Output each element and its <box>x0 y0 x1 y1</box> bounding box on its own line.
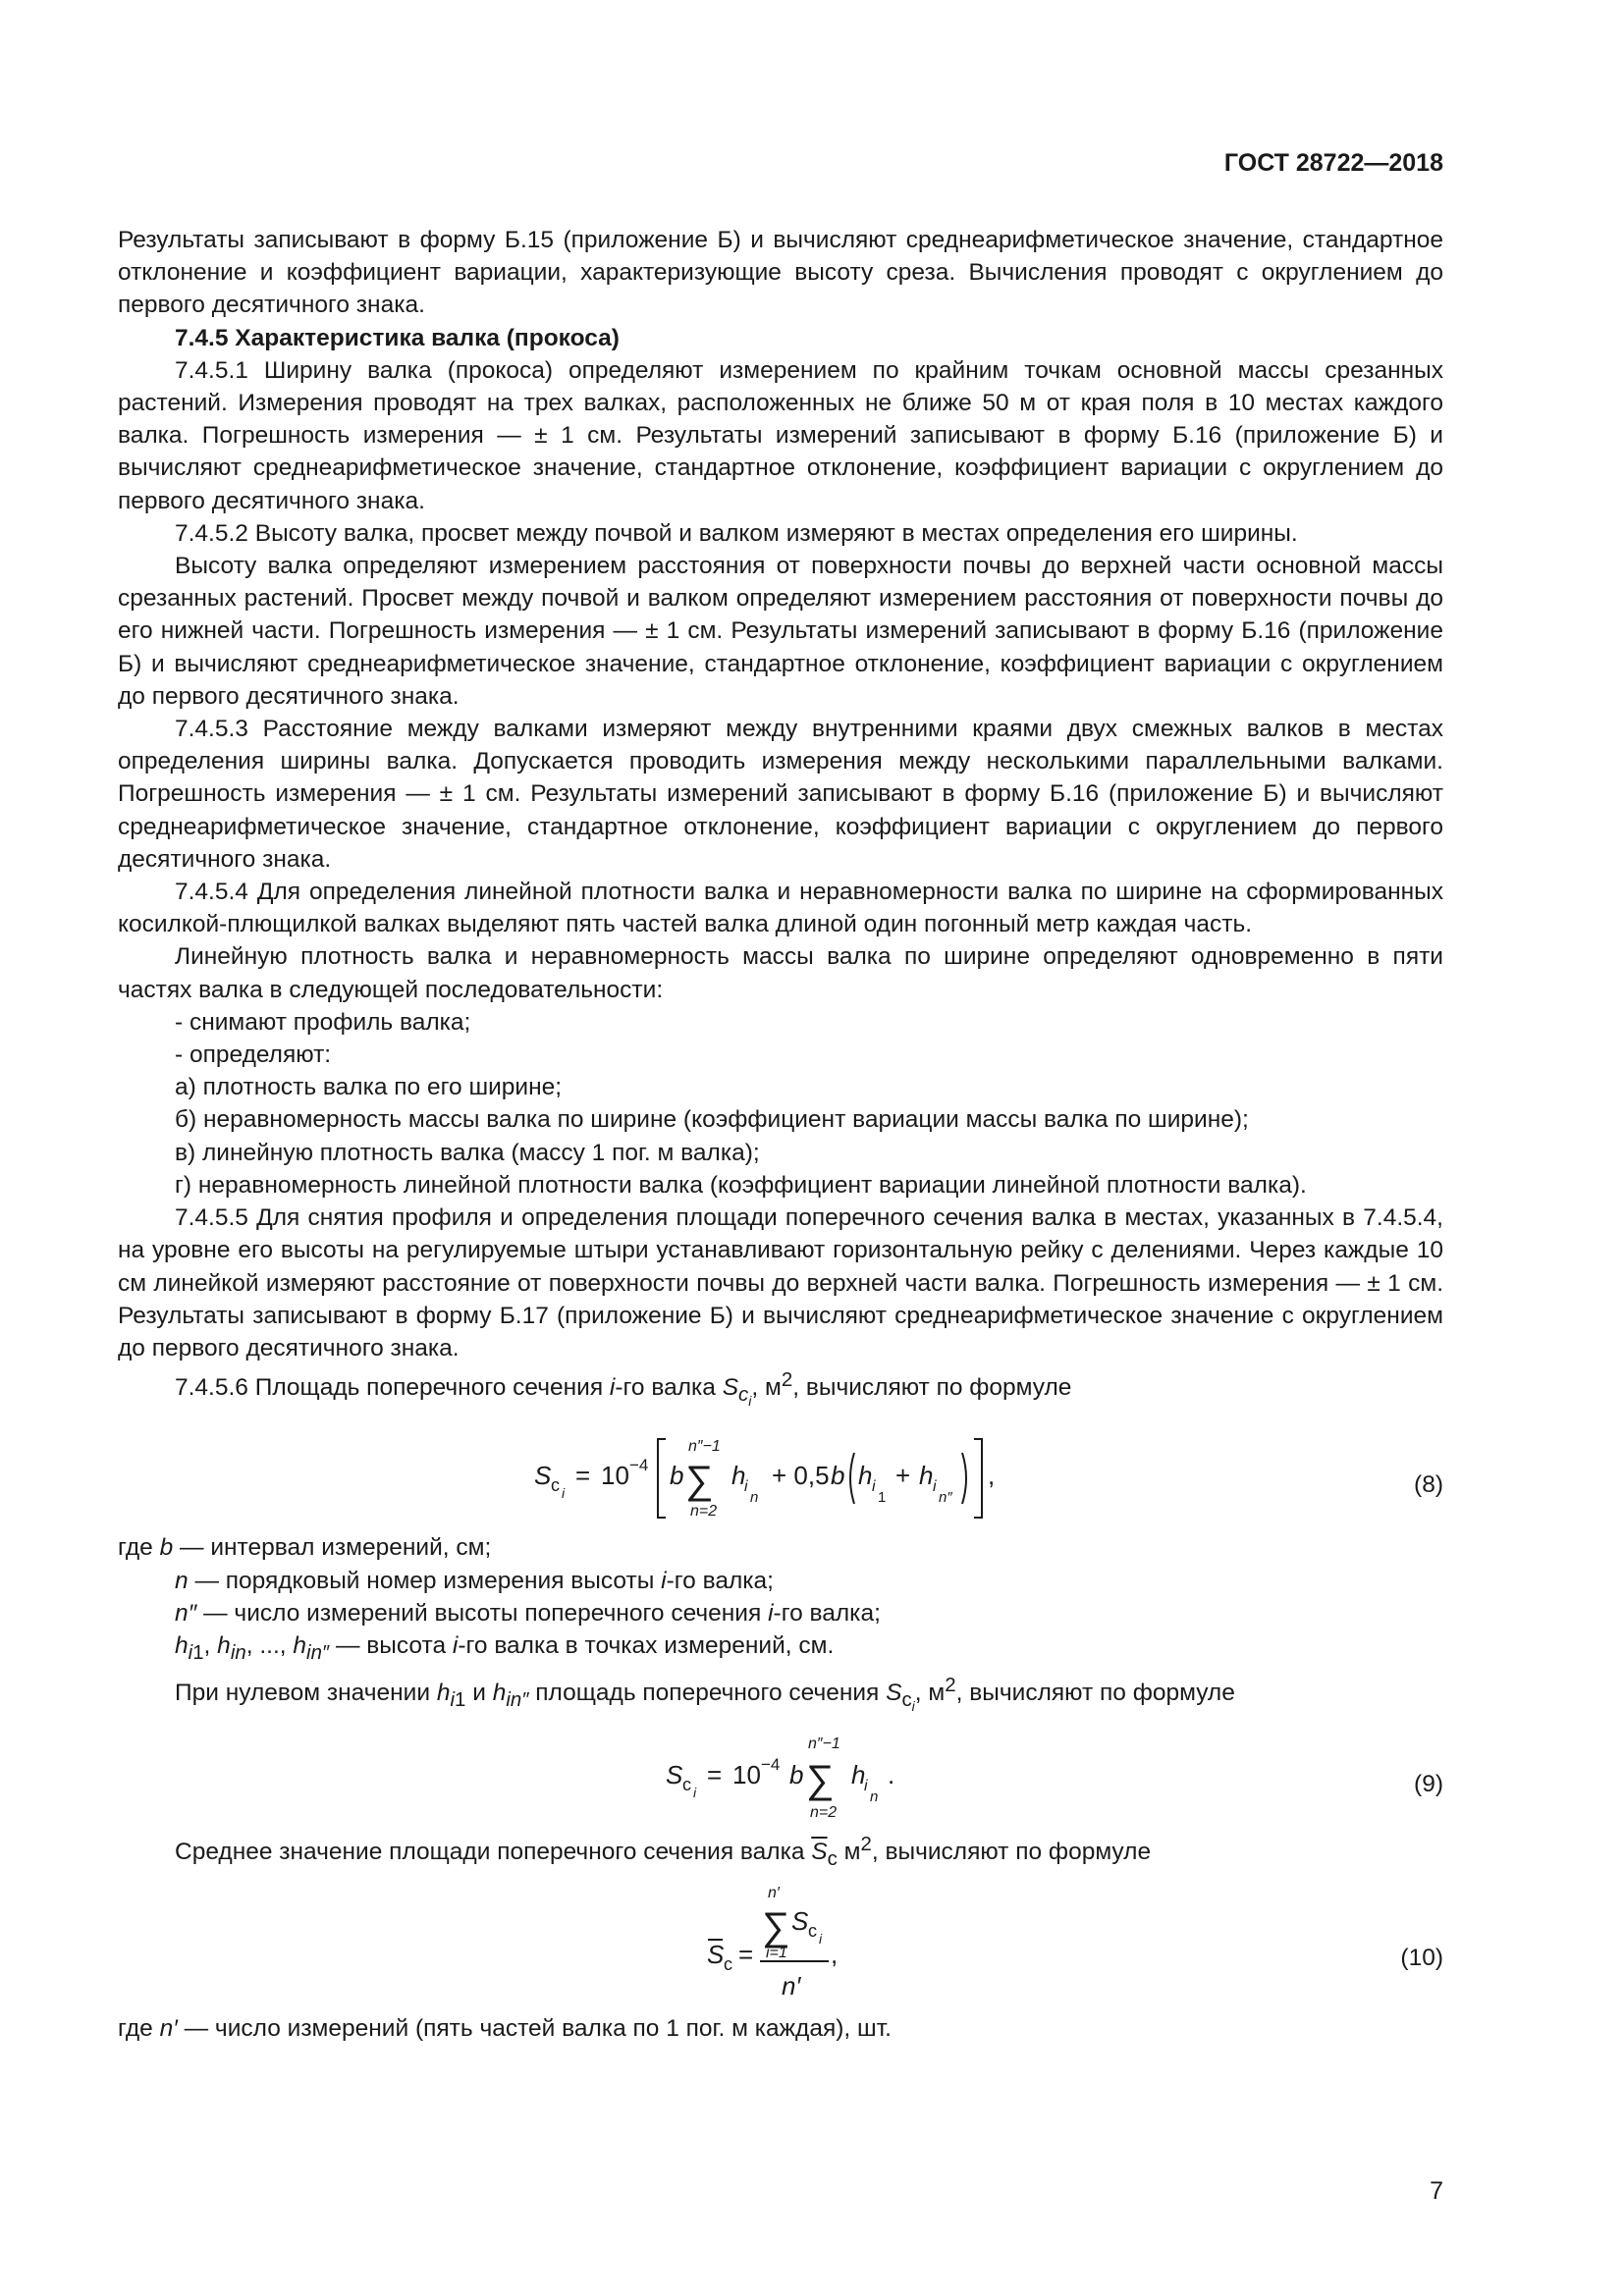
paragraph-7-4-5-5: 7.4.5.5 Для снятия профиля и определения площади поперечного сечения валка в местах, указанных в 7.4.5.4, на уровне его высоты на регулируемые штыри устанавливают горизонтальную рейку с делениями. Через каждые 10 см линейкой измеряют расстояние от поверхности почвы до верхней части валка. Погрешность измерения — ± 1 см. Результаты записывают в форму Б.17 (приложение Б) и вычисляют среднеарифметическое значение с округлением до первого десятичного знака. <box>118 1204 1443 1362</box>
f10-S: S <box>707 1939 725 1969</box>
where-n-line: n — порядковый номер измерения высоты i-го валка; <box>175 1567 774 1594</box>
where-b-line: где b — интервал измерений, см; <box>118 1534 492 1562</box>
f9-sigma: ∑ <box>806 1758 835 1802</box>
f9-sub-i: i <box>693 1785 697 1801</box>
f8-eq: = <box>575 1461 591 1491</box>
document-header: ГОСТ 28722—2018 <box>1223 149 1443 177</box>
where-h-line: $h_{i1}$, $h_{in}$, ..., $h_{in''}$ — высота i-го валка в точках измерений, см. <box>175 1632 835 1664</box>
f10-lower: i=1 <box>766 1944 787 1961</box>
formula-number-9: (9) <box>1414 1771 1443 1798</box>
f10-eq: = <box>738 1939 754 1969</box>
formula-8 <box>118 1431 1443 1522</box>
f10-upper: n′ <box>768 1884 780 1901</box>
formula-10-graphic <box>118 1881 1443 2008</box>
f8-plus-coef: + 0,5 <box>772 1461 830 1491</box>
f8-ten: 10 <box>601 1461 629 1491</box>
f9-lower: n=2 <box>810 1804 838 1822</box>
f9-exp: −4 <box>761 1755 781 1775</box>
f8-S: S <box>534 1461 552 1491</box>
formula-number-10: (10) <box>1400 1944 1443 1971</box>
list-item: г) неравномерность линейной плотности валка (коэффициент вариации линейной плотности валка). <box>175 1171 1307 1199</box>
paragraph-results-b15: Результаты записывают в форму Б.15 (приложение Б) и вычисляют среднеарифметическое значение, стандартное отклонение и коэффициент вариации, характеризующие высоту среза. Вычисления проводят с округлением до первого десятичного знака. <box>118 227 1443 319</box>
f10-num-sub-c: c <box>808 1920 817 1941</box>
paragraph-7-4-5-1: 7.4.5.1 Ширину валка (прокоса) определяют измерением по крайним точкам основной массы срезанных растений. Измерения проводят на трех валках, расположенных не ближе 50 м от края поля в 10 местах каждого валка. Погрешность измерения — ± 1 см. Результаты измерений записывают в форму Б.16 (приложение Б) и вычисляют среднеарифметическое значение, стандартное отклонение, коэффициент вариации с округлением до первого десятичного знака. <box>118 356 1443 514</box>
zero-value-line: При нулевом значении $h_{i1}$ и $h_{in''}$ площадь поперечного сечения $S_{c_i}$, $м^2$, вычисляют по формуле <box>175 1675 1235 1715</box>
f8-b2: b <box>831 1461 845 1491</box>
f8-h: h <box>731 1461 746 1491</box>
f8-h1-sub-i: i <box>872 1478 876 1496</box>
list-item: б) неравномерность массы валка по ширине (коэффициент вариации массы валка по ширине); <box>175 1106 1249 1134</box>
list-item: а) плотность валка по его ширине; <box>175 1074 563 1101</box>
f9-b: b <box>789 1760 804 1790</box>
f8-left-bracket <box>658 1439 666 1518</box>
list-item: - снимают профиль валка; <box>175 1008 471 1036</box>
f10-comma: , <box>831 1939 839 1969</box>
f8-comma: , <box>988 1461 996 1491</box>
paragraph-7-4-5-6: 7.4.5.6 Площадь поперечного сечения i-го валка $S_{c_i}$, $м^2$, вычисляют по формуле <box>175 1369 1072 1410</box>
where-nprime-line: где n′ — число измерений (пять частей валка по 1 пог. м каждая), шт. <box>118 2014 892 2042</box>
f9-S: S <box>666 1760 683 1790</box>
formula-9 <box>118 1729 1443 1823</box>
f9-sub-c: c <box>682 1775 691 1795</box>
f8-right-bracket <box>974 1439 982 1518</box>
paragraph-7-4-5-3: 7.4.5.3 Расстояние между валками измеряют между внутренними краями двух смежных валков в местах определения ширины валка. Допускается проводить измерения между несколькими параллельными валками. Погрешность измерения — ± 1 см. Результаты измерений записывают в форму Б.16 (приложение Б) и вычисляют среднеарифметическое значение, стандартное отклонение, коэффициент вариации с округлением до первого десятичного знака. <box>118 716 1443 873</box>
f8-sigma: ∑ <box>685 1459 714 1503</box>
f8-right-paren <box>962 1453 966 1504</box>
formula-number-8: (8) <box>1414 1471 1443 1499</box>
mean-value-line: Среднее значение площади поперечного сечения валка $\overline{S}_c$ $м^2$, вычисляют по формуле <box>175 1834 1152 1871</box>
document-body <box>118 224 1443 2045</box>
f10-denominator: n′ <box>782 1970 801 2001</box>
f9-dot: . <box>888 1760 895 1790</box>
f8-hn: h <box>919 1461 934 1491</box>
f10-num-S: S <box>791 1905 809 1936</box>
paragraph-7-4-5-4-sequence: Линейную плотность валка и неравномерность массы валка по ширине определяют одновременно в пяти частях валка в следующей последовательности: <box>118 943 1443 1003</box>
f8-b: b <box>670 1461 684 1491</box>
f8-exp: −4 <box>629 1456 649 1475</box>
f8-h1-sub-1: 1 <box>878 1489 887 1507</box>
f9-h-sub-i: i <box>864 1778 868 1795</box>
section-heading-7-4-5: 7.4.5 Характеристика валка (прокоса) <box>175 324 620 351</box>
f8-upper: n″−1 <box>688 1438 721 1456</box>
f9-eq: = <box>707 1760 723 1790</box>
where-ndd-line: n″ — число измерений высоты поперечного сечения i-го валка; <box>175 1599 881 1627</box>
formula-8-graphic <box>118 1431 1443 1522</box>
f10-num-sub-i: i <box>819 1930 823 1947</box>
page-number: 7 <box>1430 2177 1443 2205</box>
f8-h1: h <box>858 1461 873 1491</box>
paragraph-7-4-5-2: 7.4.5.2 Высоту валка, просвет между почвой и валком измеряют в местах определения его ширины. <box>175 519 1298 547</box>
formula-10 <box>118 1881 1443 2008</box>
f8-h-sub-n: n <box>750 1489 759 1507</box>
f8-left-paren <box>850 1453 854 1504</box>
f8-lower: n=2 <box>690 1503 718 1521</box>
f8-sub-i: i <box>562 1485 566 1502</box>
formula-9-graphic <box>118 1729 1443 1823</box>
list-item: в) линейную плотность валка (массу 1 пог. м валка); <box>175 1139 760 1166</box>
f8-hn-sub-i: i <box>933 1478 937 1496</box>
paragraph-7-4-5-2-height: Высоту валка определяют измерением расстояния от поверхности почвы до верхней части основной массы срезанных растений. Просвет между почвой и валком определяют измерением расстояния от поверхности почвы до его нижней части. Погрешность измерения — ± 1 см. Результаты измерений записывают в форму Б.16 (приложение Б) и вычисляют среднеарифметическое значение, стандартное отклонение, коэффициент вариации с округлением до первого десятичного знака. <box>118 553 1443 710</box>
f10-sub-c: c <box>724 1953 732 1974</box>
f9-h: h <box>851 1760 866 1790</box>
f10-sigma: ∑ <box>762 1904 790 1949</box>
f8-sub-c: c <box>551 1475 560 1496</box>
list-item: - определяют: <box>175 1041 332 1069</box>
f8-plus: + <box>895 1461 911 1491</box>
paragraph-7-4-5-4: 7.4.5.4 Для определения линейной плотности валка и неравномерности валка по ширине на сформированных косилкой-плющилкой валках выделяют пять частей валка длиной один погонный метр каждая часть. <box>118 879 1443 938</box>
f9-ten: 10 <box>732 1760 761 1790</box>
f8-hn-sub-ndd: n″ <box>939 1489 952 1507</box>
f9-h-sub-n: n <box>870 1789 879 1806</box>
f9-upper: n″−1 <box>808 1735 840 1753</box>
f8-h-sub-i: i <box>744 1478 748 1496</box>
